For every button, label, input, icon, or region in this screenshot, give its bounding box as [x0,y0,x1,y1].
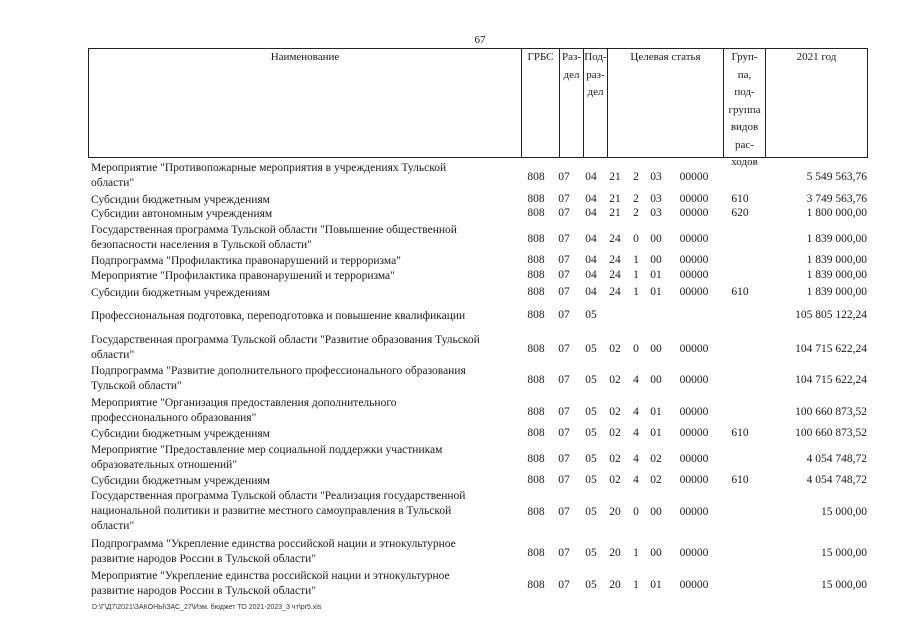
cell-grbs: 808 [527,269,545,281]
table-row [0,309,905,324]
cell-pr: 05 [585,506,597,518]
row-name-line: Государственная программа Тульской области "Развитие образования Тульской [91,334,480,346]
row-name-line: Подпрограмма "Укрепление единства российской нации и этнокультурное [91,538,456,550]
cell-c2: 2 [633,170,639,183]
cell-amount: 1 839 000,00 [806,286,867,298]
header-name: Наименование [270,51,340,63]
cell-rz: 07 [558,254,570,266]
cell-c3: 03 [650,193,662,205]
cell-c1: 21 [609,170,621,183]
cell-c4: 00000 [679,546,709,559]
cell-vr: 620 [731,207,749,219]
cell-amount: 3 749 563,76 [806,193,867,205]
cell-c1: 20 [609,578,621,591]
header-grbs: ГРБС [521,49,559,157]
cell-c3: 00 [650,232,662,245]
cell-grbs: 808 [527,170,545,183]
cell-c2: 2 [633,193,639,205]
table-row [0,364,905,394]
cell-pr: 05 [585,546,597,559]
row-name-line: Субсидии бюджетным учреждениям [91,475,270,487]
cell-pr: 04 [585,254,597,266]
cell-rz: 07 [558,269,570,281]
page-number: 67 [474,34,486,46]
cell-c2: 4 [633,373,639,386]
table-row [0,254,905,269]
cell-amount: 1 839 000,00 [806,232,867,245]
cell-c1: 24 [609,232,621,245]
row-name-line: области" [91,349,135,361]
cell-c3: 02 [650,474,662,486]
cell-grbs: 808 [527,506,545,518]
row-name-line: области" [91,177,135,189]
cell-pr: 05 [585,373,597,386]
cell-c4: 00000 [679,474,709,486]
cell-c1: 24 [609,254,621,266]
cell-c2: 1 [633,578,639,591]
cell-rz: 07 [558,193,570,205]
cell-pr: 04 [585,286,597,298]
cell-c2: 4 [633,405,639,418]
cell-c1: 02 [609,405,621,418]
cell-c3: 02 [650,452,662,465]
cell-c3: 03 [650,207,662,219]
table-row [0,269,905,284]
table-row [0,193,905,208]
cell-c1: 02 [609,474,621,486]
cell-pr: 04 [585,232,597,245]
row-name-line: развитие народов России в Тульской области" [91,553,317,565]
row-name-line: Мероприятие "Противопожарные мероприятия в учреждениях Тульской [91,162,447,174]
cell-amount: 100 660 873,52 [795,405,867,418]
cell-amount: 104 715 622,24 [795,342,867,355]
row-name [91,223,516,253]
cell-c2: 0 [633,506,639,518]
cell-grbs: 808 [527,309,545,321]
cell-amount: 104 715 622,24 [795,373,867,386]
cell-amount: 15 000,00 [821,506,867,518]
cell-c1: 02 [609,373,621,386]
row-name-line: национальной политики и развитие местного самоуправления в Тульской [91,505,452,517]
table-row [0,569,905,599]
cell-amount: 1 839 000,00 [806,269,867,281]
row-name [91,161,516,191]
cell-grbs: 808 [527,427,545,439]
cell-rz: 07 [558,427,570,439]
cell-grbs: 808 [527,193,545,205]
cell-pr: 05 [585,578,597,591]
cell-pr: 04 [585,193,597,205]
row-name [91,489,516,534]
cell-c4: 00000 [679,578,709,591]
cell-c4: 00000 [679,452,709,465]
table-row [0,223,905,253]
row-name [91,396,516,426]
row-name [91,569,516,599]
row-name-line: Мероприятие "Организация предоставления дополнительного [91,397,397,409]
cell-rz: 07 [558,373,570,386]
cell-rz: 07 [558,286,570,298]
cell-c4: 00000 [679,170,709,183]
cell-c1: 21 [609,207,621,219]
cell-pr: 05 [585,342,597,355]
cell-c3: 03 [650,170,662,183]
cell-grbs: 808 [527,546,545,559]
cell-c4: 00000 [679,405,709,418]
table-row [0,427,905,442]
cell-pr: 05 [585,452,597,465]
cell-grbs: 808 [527,452,545,465]
cell-amount: 5 549 563,76 [806,170,867,183]
cell-grbs: 808 [527,286,545,298]
cell-rz: 07 [558,578,570,591]
row-name-line: Субсидии автономным учреждениям [91,208,273,220]
cell-c4: 00000 [679,207,709,219]
row-name-line: безопасности населения в Тульской области" [91,239,312,251]
cell-c3: 01 [650,286,662,298]
cell-grbs: 808 [527,207,545,219]
header-year: 2021 год [765,49,867,157]
cell-c4: 00000 [679,232,709,245]
cell-rz: 07 [558,405,570,418]
cell-grbs: 808 [527,342,545,355]
cell-c4: 00000 [679,373,709,386]
cell-vr: 610 [731,193,749,205]
cell-rz: 07 [558,506,570,518]
cell-pr: 05 [585,405,597,418]
row-name-line: Тульской области" [91,380,182,392]
table-row [0,489,905,534]
row-name-line: области" [91,520,135,532]
header-group: Груп- па, под- группа видов рас- ходов [723,49,765,157]
cell-rz: 07 [558,474,570,486]
file-path-footer: D:\Г\Д7\2021\ЗАКОНЫ\ЗАС_27\Изм. бюджет ТО 2021-2023_3 чт\pr5.xls [92,604,322,611]
row-name [91,286,516,301]
cell-rz: 07 [558,232,570,245]
cell-grbs: 808 [527,578,545,591]
table-row [0,474,905,489]
cell-c3: 01 [650,405,662,418]
cell-c1: 02 [609,452,621,465]
row-name [91,333,516,363]
cell-amount: 100 660 873,52 [795,427,867,439]
row-name-line: Государственная программа Тульской области "Реализация государственной [91,490,466,502]
row-name [91,269,516,284]
cell-c4: 00000 [679,427,709,439]
row-name-line: Подпрограмма "Профилактика правонарушений и терроризма" [91,255,401,267]
row-name [91,537,516,567]
header-target: Целевая статья [607,49,723,157]
cell-vr: 610 [731,427,749,439]
cell-c1: 02 [609,342,621,355]
row-name-line: развитие народов России в Тульской области" [91,585,317,597]
cell-c3: 00 [650,342,662,355]
cell-pr: 05 [585,427,597,439]
cell-pr: 05 [585,309,597,321]
cell-c3: 00 [650,546,662,559]
cell-c4: 00000 [679,269,709,281]
cell-c1: 24 [609,269,621,281]
row-name-line: Субсидии бюджетным учреждениям [91,287,270,299]
row-name [91,474,516,489]
row-name-line: профессионального образования" [91,412,257,424]
cell-vr: 610 [731,286,749,298]
cell-amount: 15 000,00 [821,578,867,591]
cell-pr: 04 [585,207,597,219]
row-name-line: Подпрограмма "Развитие дополнительного профессионального образования [91,365,466,377]
cell-c2: 1 [633,254,639,266]
cell-c3: 00 [650,506,662,518]
cell-c4: 00000 [679,342,709,355]
cell-c3: 01 [650,269,662,281]
cell-pr: 04 [585,170,597,183]
cell-grbs: 808 [527,232,545,245]
cell-c1: 20 [609,546,621,559]
row-name [91,309,516,324]
cell-c1: 21 [609,193,621,205]
cell-c3: 00 [650,373,662,386]
cell-rz: 07 [558,342,570,355]
cell-c2: 4 [633,427,639,439]
cell-c2: 4 [633,452,639,465]
cell-c4: 00000 [679,193,709,205]
cell-c3: 00 [650,254,662,266]
cell-amount: 15 000,00 [821,546,867,559]
cell-c4: 00000 [679,286,709,298]
cell-rz: 07 [558,546,570,559]
row-name [91,427,516,442]
table-row [0,443,905,473]
cell-amount: 4 054 748,72 [806,474,867,486]
row-name-line: Мероприятие "Укрепление единства российской нации и этнокультурное [91,570,450,582]
cell-c1: 24 [609,286,621,298]
row-name-line: образовательных отношений" [91,459,238,471]
cell-c2: 4 [633,474,639,486]
cell-amount: 1 800 000,00 [806,207,867,219]
cell-c2: 1 [633,286,639,298]
header-razdel: Раз- дел [559,49,583,157]
row-name-line: Мероприятие "Предоставление мер социальной поддержки участникам [91,444,443,456]
cell-amount: 105 805 122,24 [795,309,867,321]
row-name-line: Субсидии бюджетным учреждениям [91,194,270,206]
cell-c3: 01 [650,578,662,591]
cell-c1: 20 [609,506,621,518]
cell-c2: 0 [633,232,639,245]
cell-amount: 4 054 748,72 [806,452,867,465]
row-name [91,207,516,222]
cell-c4: 00000 [679,506,709,518]
cell-vr: 610 [731,474,749,486]
cell-c2: 1 [633,546,639,559]
cell-pr: 04 [585,269,597,281]
row-name-line: Государственная программа Тульской области "Повышение общественной [91,224,457,236]
table-row [0,537,905,567]
cell-c2: 2 [633,207,639,219]
cell-rz: 07 [558,170,570,183]
cell-c3: 01 [650,427,662,439]
table-row [0,161,905,191]
table-row [0,286,905,301]
cell-rz: 07 [558,309,570,321]
cell-amount: 1 839 000,00 [806,254,867,266]
cell-c4: 00000 [679,254,709,266]
row-name [91,443,516,473]
cell-grbs: 808 [527,405,545,418]
cell-grbs: 808 [527,254,545,266]
cell-c2: 1 [633,269,639,281]
table-row [0,333,905,363]
row-name-line: Профессиональная подготовка, переподготовка и повышение квалификации [91,310,466,322]
header-podrazdel: Под- раз- дел [583,49,607,157]
row-name-line: Субсидии бюджетным учреждениям [91,428,270,440]
table-row [0,207,905,222]
row-name [91,193,516,208]
cell-c2: 0 [633,342,639,355]
cell-rz: 07 [558,452,570,465]
row-name [91,364,516,394]
cell-c1: 02 [609,427,621,439]
cell-grbs: 808 [527,373,545,386]
row-name [91,254,516,269]
table-row [0,396,905,426]
row-name-line: Мероприятие "Профилактика правонарушений и терроризма" [91,270,395,282]
cell-rz: 07 [558,207,570,219]
cell-grbs: 808 [527,474,545,486]
cell-pr: 05 [585,474,597,486]
